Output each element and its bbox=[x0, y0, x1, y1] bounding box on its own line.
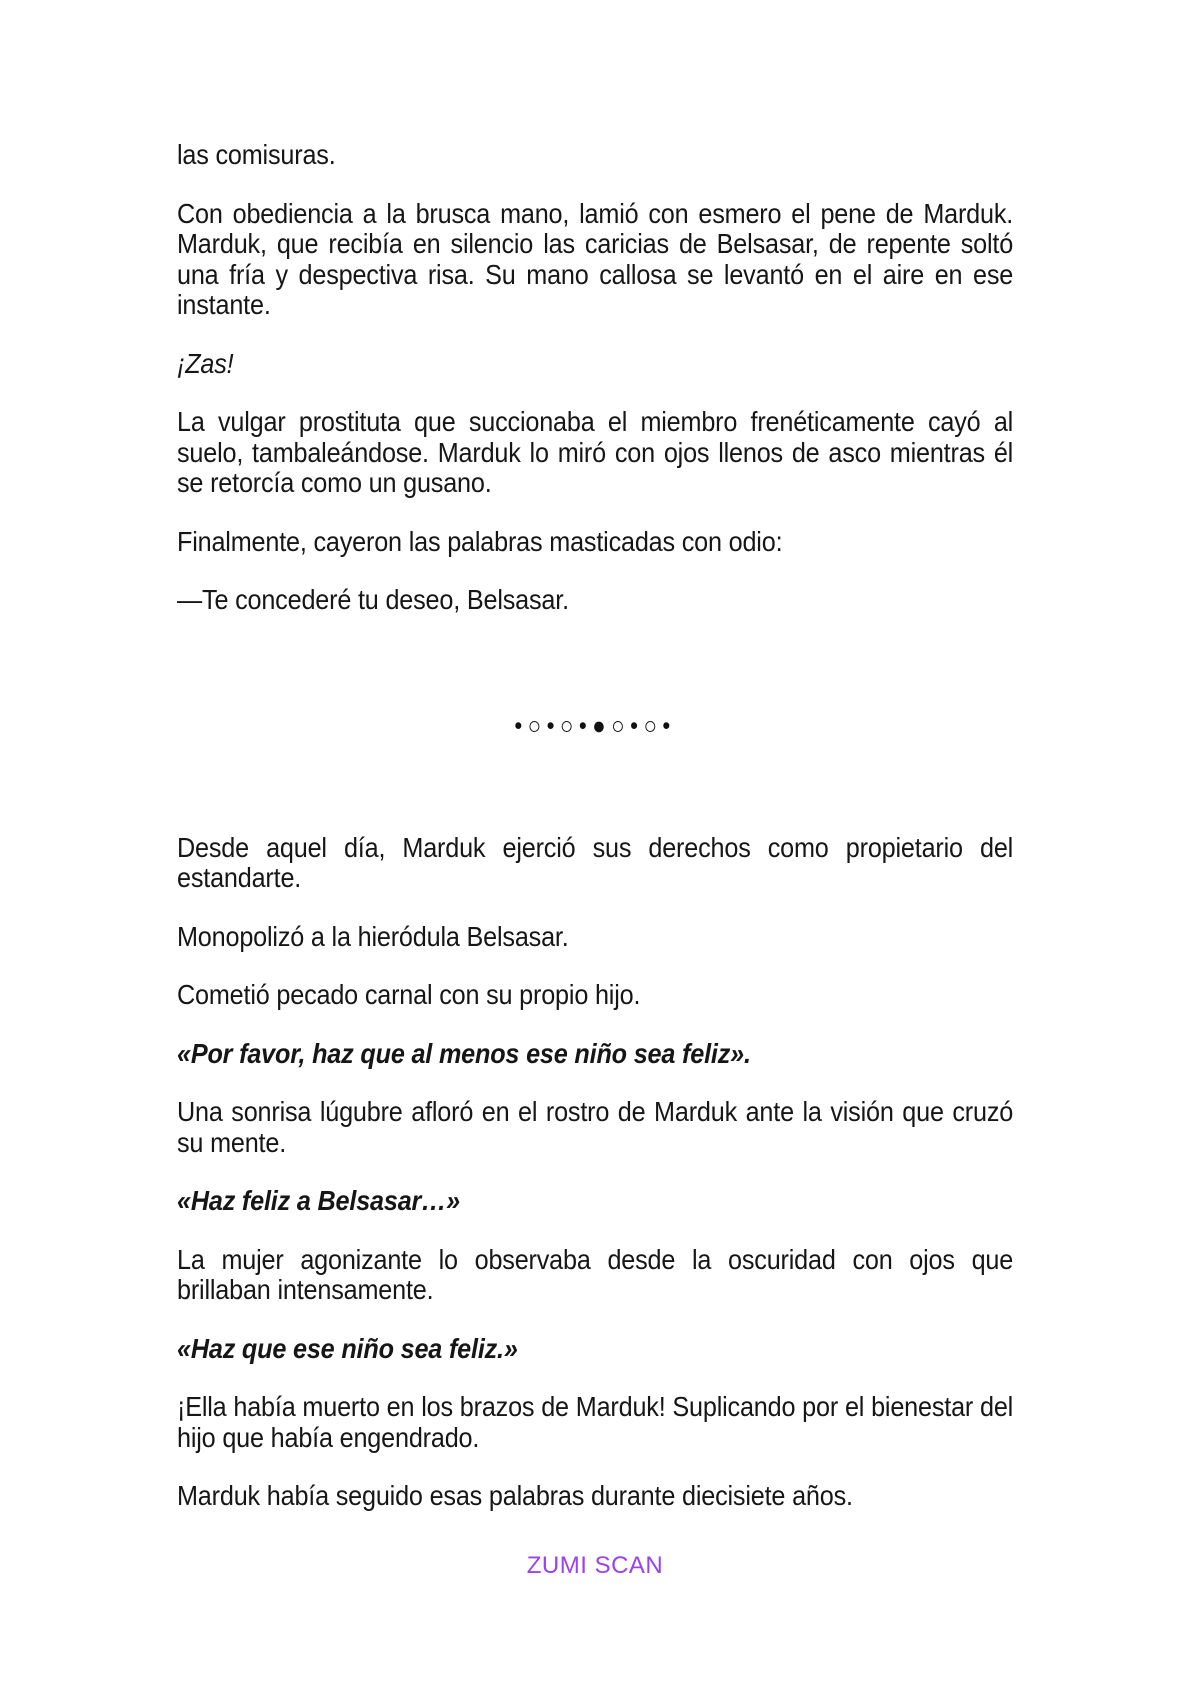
paragraph: ¡Ella había muerto en los brazos de Marduk! Suplicando por el bienestar del hijo que había engendrado. bbox=[177, 1391, 1014, 1453]
paragraph-quote: «Por favor, haz que al menos ese niño sea feliz». bbox=[177, 1037, 751, 1069]
scene-break-divider: •○•○•●○•○• bbox=[514, 711, 676, 740]
paragraph: La vulgar prostituta que succionaba el miembro frenéticamente cayó al suelo, tambaleándose. Marduk lo miró con ojos llenos de asco mientras él se retorcía como un gusano. bbox=[177, 406, 1014, 498]
paragraph: las comisuras. bbox=[177, 139, 336, 170]
paragraph-dialogue: —Te concederé tu deseo, Belsasar. bbox=[177, 584, 569, 615]
paragraph-quote: «Haz que ese niño sea feliz.» bbox=[177, 1332, 518, 1364]
paragraph: Una sonrisa lúgubre afloró en el rostro de Marduk ante la visión que cruzó su mente. bbox=[177, 1096, 1014, 1158]
scan-group-credit: ZUMI SCAN bbox=[526, 1552, 664, 1579]
paragraph: Monopolizó a la hieródula Belsasar. bbox=[177, 920, 569, 952]
paragraph-sfx: ¡Zas! bbox=[177, 347, 234, 379]
paragraph: Finalmente, cayeron las palabras masticadas con odio: bbox=[177, 525, 783, 557]
paragraph: Marduk había seguido esas palabras durante diecisiete años. bbox=[177, 1480, 853, 1511]
paragraph: La mujer agonizante lo observaba desde la oscuridad con ojos que brillaban intensamente. bbox=[177, 1243, 1014, 1305]
paragraph-quote: «Haz feliz a Belsasar…» bbox=[177, 1185, 461, 1216]
paragraph: Con obediencia a la brusca mano, lamió con esmero el pene de Marduk. Marduk, que recibía en silencio las caricias de Belsasar, de repente soltó una fría y despectiva risa. Su mano callosa se levantó en el aire en ese instante. bbox=[177, 197, 1014, 320]
paragraph: Cometió pecado carnal con su propio hijo. bbox=[177, 979, 641, 1010]
text-column bbox=[177, 140, 1013, 1540]
paragraph: Desde aquel día, Marduk ejerció sus derechos como propietario del estandarte. bbox=[177, 831, 1014, 893]
